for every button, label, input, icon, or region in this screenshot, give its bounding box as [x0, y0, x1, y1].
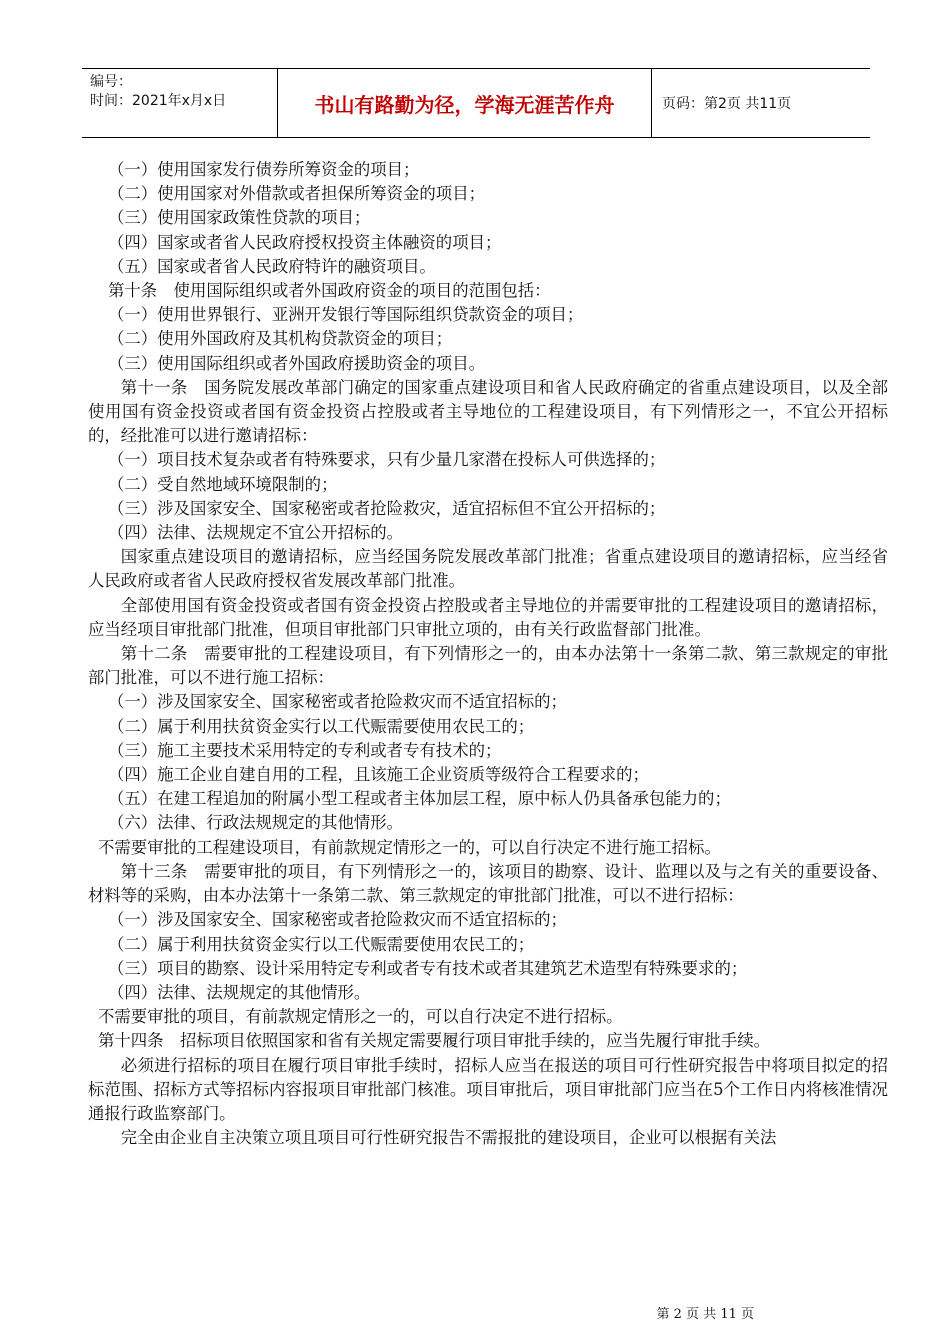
clause-item: （六）法律、行政法规规定的其他情形。 — [108, 813, 404, 833]
clause-item: （三）使用国家政策性贷款的项目； — [108, 208, 371, 228]
clause-item: （三）涉及国家安全、国家秘密或者抢险救灾，适宜招标但不宜公开招标的； — [108, 498, 666, 518]
clause-item: （四）法律、法规规定不宜公开招标的。 — [108, 523, 404, 543]
body-paragraph: 国家重点建设项目的邀请招标，应当经国务院发展改革部门批准；省重点建设项目的邀请招标，应当经省人民政府或者省人民政府授权省发展改革部门批准。 — [88, 547, 888, 591]
clause-item: （四）施工企业自建自用的工程，且该施工企业资质等级符合工程要求的； — [108, 765, 649, 785]
clause-item: （五）国家或者省人民政府特许的融资项目。 — [108, 256, 436, 276]
footer-page-number: 第 2 页 共 11 页 — [656, 1307, 754, 1322]
clause-item: （三）施工主要技术采用特定的专利或者专有技术的； — [108, 740, 502, 760]
clause-item: （三）使用国际组织或者外国政府援助资金的项目。 — [108, 353, 485, 373]
clause-item: （四）国家或者省人民政府授权投资主体融资的项目； — [108, 232, 502, 252]
body-paragraph: 不需要审批的项目，有前款规定情形之一的，可以自行决定不进行招标。 — [98, 1007, 623, 1027]
clause-item: （二）属于利用扶贫资金实行以工代赈需要使用农民工的； — [108, 934, 535, 954]
clause-item: （一）项目技术复杂或者有特殊要求，只有少量几家潜在投标人可供选择的； — [108, 450, 666, 470]
clause-item: （二）使用外国政府及其机构贷款资金的项目； — [108, 329, 453, 349]
clause-item: （五）在建工程追加的附属小型工程或者主体加层工程，原中标人仍具备承包能力的； — [108, 789, 731, 809]
article-paragraph: 第十三条 需要审批的项目，有下列情形之一的，该项目的勘察、设计、监理以及与之有关的重要设备、材料等的采购，由本办法第十一条第二款、第三款规定的审批部门批准，可以不进行招标： — [88, 861, 888, 906]
document-code-label: 编号： — [90, 74, 132, 90]
header-page-number: 页码：第2页 共11页 — [662, 96, 792, 112]
clause-item: （二）使用国家对外借款或者担保所筹资金的项目； — [108, 184, 485, 204]
page-header — [82, 68, 870, 138]
clause-item: （四）法律、法规规定的其他情形。 — [108, 982, 371, 1002]
clause-item: （二）属于利用扶贫资金实行以工代赈需要使用农民工的； — [108, 716, 535, 736]
page-footer — [0, 1303, 950, 1322]
clause-item: （一）使用世界银行、亚洲开发银行等国际组织贷款资金的项目； — [108, 305, 584, 325]
header-meta — [82, 69, 278, 137]
body-paragraph: 全部使用国有资金投资或者国有资金投资占控股或者主导地位的并需要审批的工程建设项目的邀请招标，应当经项目审批部门批准，但项目审批部门只审批立项的，由有关行政监督部门批准。 — [88, 595, 888, 639]
article-paragraph: 第十条 使用国际组织或者外国政府资金的项目的范围包括： — [108, 281, 551, 301]
clause-item: （一）涉及国家安全、国家秘密或者抢险救灾而不适宜招标的； — [108, 692, 567, 712]
body-paragraph: 必须进行招标的项目在履行项目审批手续时，招标人应当在报送的项目可行性研究报告中将项目拟定的招标范围、招标方式等招标内容报项目审批部门核准。项目审批后，项目审批部门应当在5个工作日内将核准情况通报行政监察部门。 — [88, 1055, 888, 1123]
header-motto: 书山有路勤为径，学海无涯苦作舟 — [278, 69, 652, 137]
clause-item: （一）使用国家发行债券所筹资金的项目； — [108, 160, 420, 179]
article-paragraph: 第十二条 需要审批的工程建设项目，有下列情形之一的，由本办法第十一条第二款、第三款规定的审批部门批准，可以不进行施工招标： — [88, 644, 888, 688]
body-paragraph: 不需要审批的工程建设项目，有前款规定情形之一的，可以自行决定不进行施工招标。 — [98, 837, 721, 857]
clause-item: （三）项目的勘察、设计采用特定专利或者专有技术或者其建筑艺术造型有特殊要求的； — [108, 958, 748, 978]
document-time-label: 时间：2021年x月x日 — [90, 93, 227, 109]
article-paragraph: 第十一条 国务院发展改革部门确定的国家重点建设项目和省人民政府确定的省重点建设项目，以及全部使用国有资金投资或者国有资金投资占控股或者主导地位的工程建设项目，有下列情形之一，不宜公开招标的，经批准可以进行邀请招标： — [88, 377, 888, 446]
clause-item: （二）受自然地域环境限制的； — [108, 474, 338, 494]
document-body — [88, 158, 888, 1150]
clause-item: （一）涉及国家安全、国家秘密或者抢险救灾而不适宜招标的； — [108, 910, 567, 930]
article-paragraph: 第十四条 招标项目依照国家和省有关规定需要履行项目审批手续的，应当先履行审批手续。 — [98, 1031, 771, 1051]
body-paragraph: 完全由企业自主决策立项且项目可行性研究报告不需报批的建设项目，企业可以根据有关法 — [120, 1128, 777, 1148]
